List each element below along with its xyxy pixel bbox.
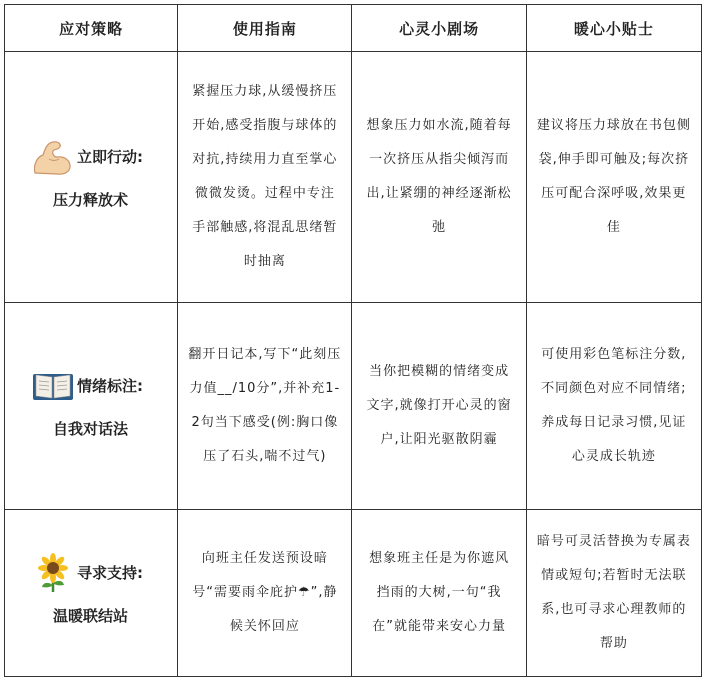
- strategy-subtitle: 温暖联结站: [53, 607, 129, 625]
- flexed-biceps-icon: [29, 137, 77, 177]
- guide-cell: [178, 303, 352, 510]
- strategy-cell: [5, 52, 178, 303]
- sunflower-icon: [29, 553, 77, 593]
- theater-cell: [352, 52, 526, 303]
- strategy-title: 立即行动:: [77, 148, 143, 166]
- tip-cell: [526, 510, 701, 677]
- table-row: [5, 52, 702, 303]
- strategy-cell: [5, 303, 178, 510]
- tip-text: 建议将压力球放在书包侧袋,伸手即可触及;每次挤压可配合深呼吸,效果更佳: [536, 118, 691, 235]
- header-tip: 暖心小贴士: [526, 5, 701, 52]
- tip-text: 暗号可灵活替换为专属表情或短句;若暂时无法联系,也可寻求心理教师的帮助: [536, 534, 691, 651]
- guide-cell: [178, 510, 352, 677]
- strategy-title: 情绪标注:: [77, 377, 143, 395]
- theater-text: 当你把模糊的情绪变成文字,就像打开心灵的窗户,让阳光驱散阴霾: [366, 364, 512, 447]
- strategy-cell: [5, 510, 178, 677]
- header-row: [5, 5, 702, 52]
- header-strategy: 应对策略: [5, 5, 178, 52]
- theater-cell: [352, 303, 526, 510]
- theater-cell: [352, 510, 526, 677]
- table-row: [5, 303, 702, 510]
- header-guide: 使用指南: [178, 5, 352, 52]
- strategy-subtitle: 压力释放术: [53, 191, 129, 209]
- tip-text: 可使用彩色笔标注分数,不同颜色对应不同情绪;养成每日记录习惯,见证心灵成长轨迹: [541, 347, 687, 464]
- tip-cell: [526, 52, 701, 303]
- guide-cell: [178, 52, 352, 303]
- guide-text: 紧握压力球,从缓慢挤压开始,感受指腹与球体的对抗,持续用力直至掌心微微发烫。过程中专注手部触感,将混乱思绪暂时抽离: [192, 84, 338, 269]
- table-row: [5, 510, 702, 677]
- strategy-subtitle: 自我对话法: [53, 420, 129, 438]
- tip-cell: [526, 303, 701, 510]
- strategy-title: 寻求支持:: [77, 564, 143, 582]
- guide-text: 翻开日记本,写下“此刻压力值__/10分”,并补充1-2句当下感受(例:胸口像压了石头,喘不过气): [188, 347, 342, 464]
- open-book-icon: [29, 366, 77, 406]
- header-theater: 心灵小剧场: [352, 5, 526, 52]
- theater-text: 想象压力如水流,随着每一次挤压从指尖倾泻而出,让紧绷的神经逐渐松弛: [366, 118, 512, 235]
- theater-text: 想象班主任是为你遮风挡雨的大树,一句“我在”就能带来安心力量: [369, 551, 510, 634]
- strategy-table: [4, 4, 702, 677]
- guide-text: 向班主任发送预设暗号“需要雨伞庇护☂”,静候关怀回应: [192, 551, 338, 634]
